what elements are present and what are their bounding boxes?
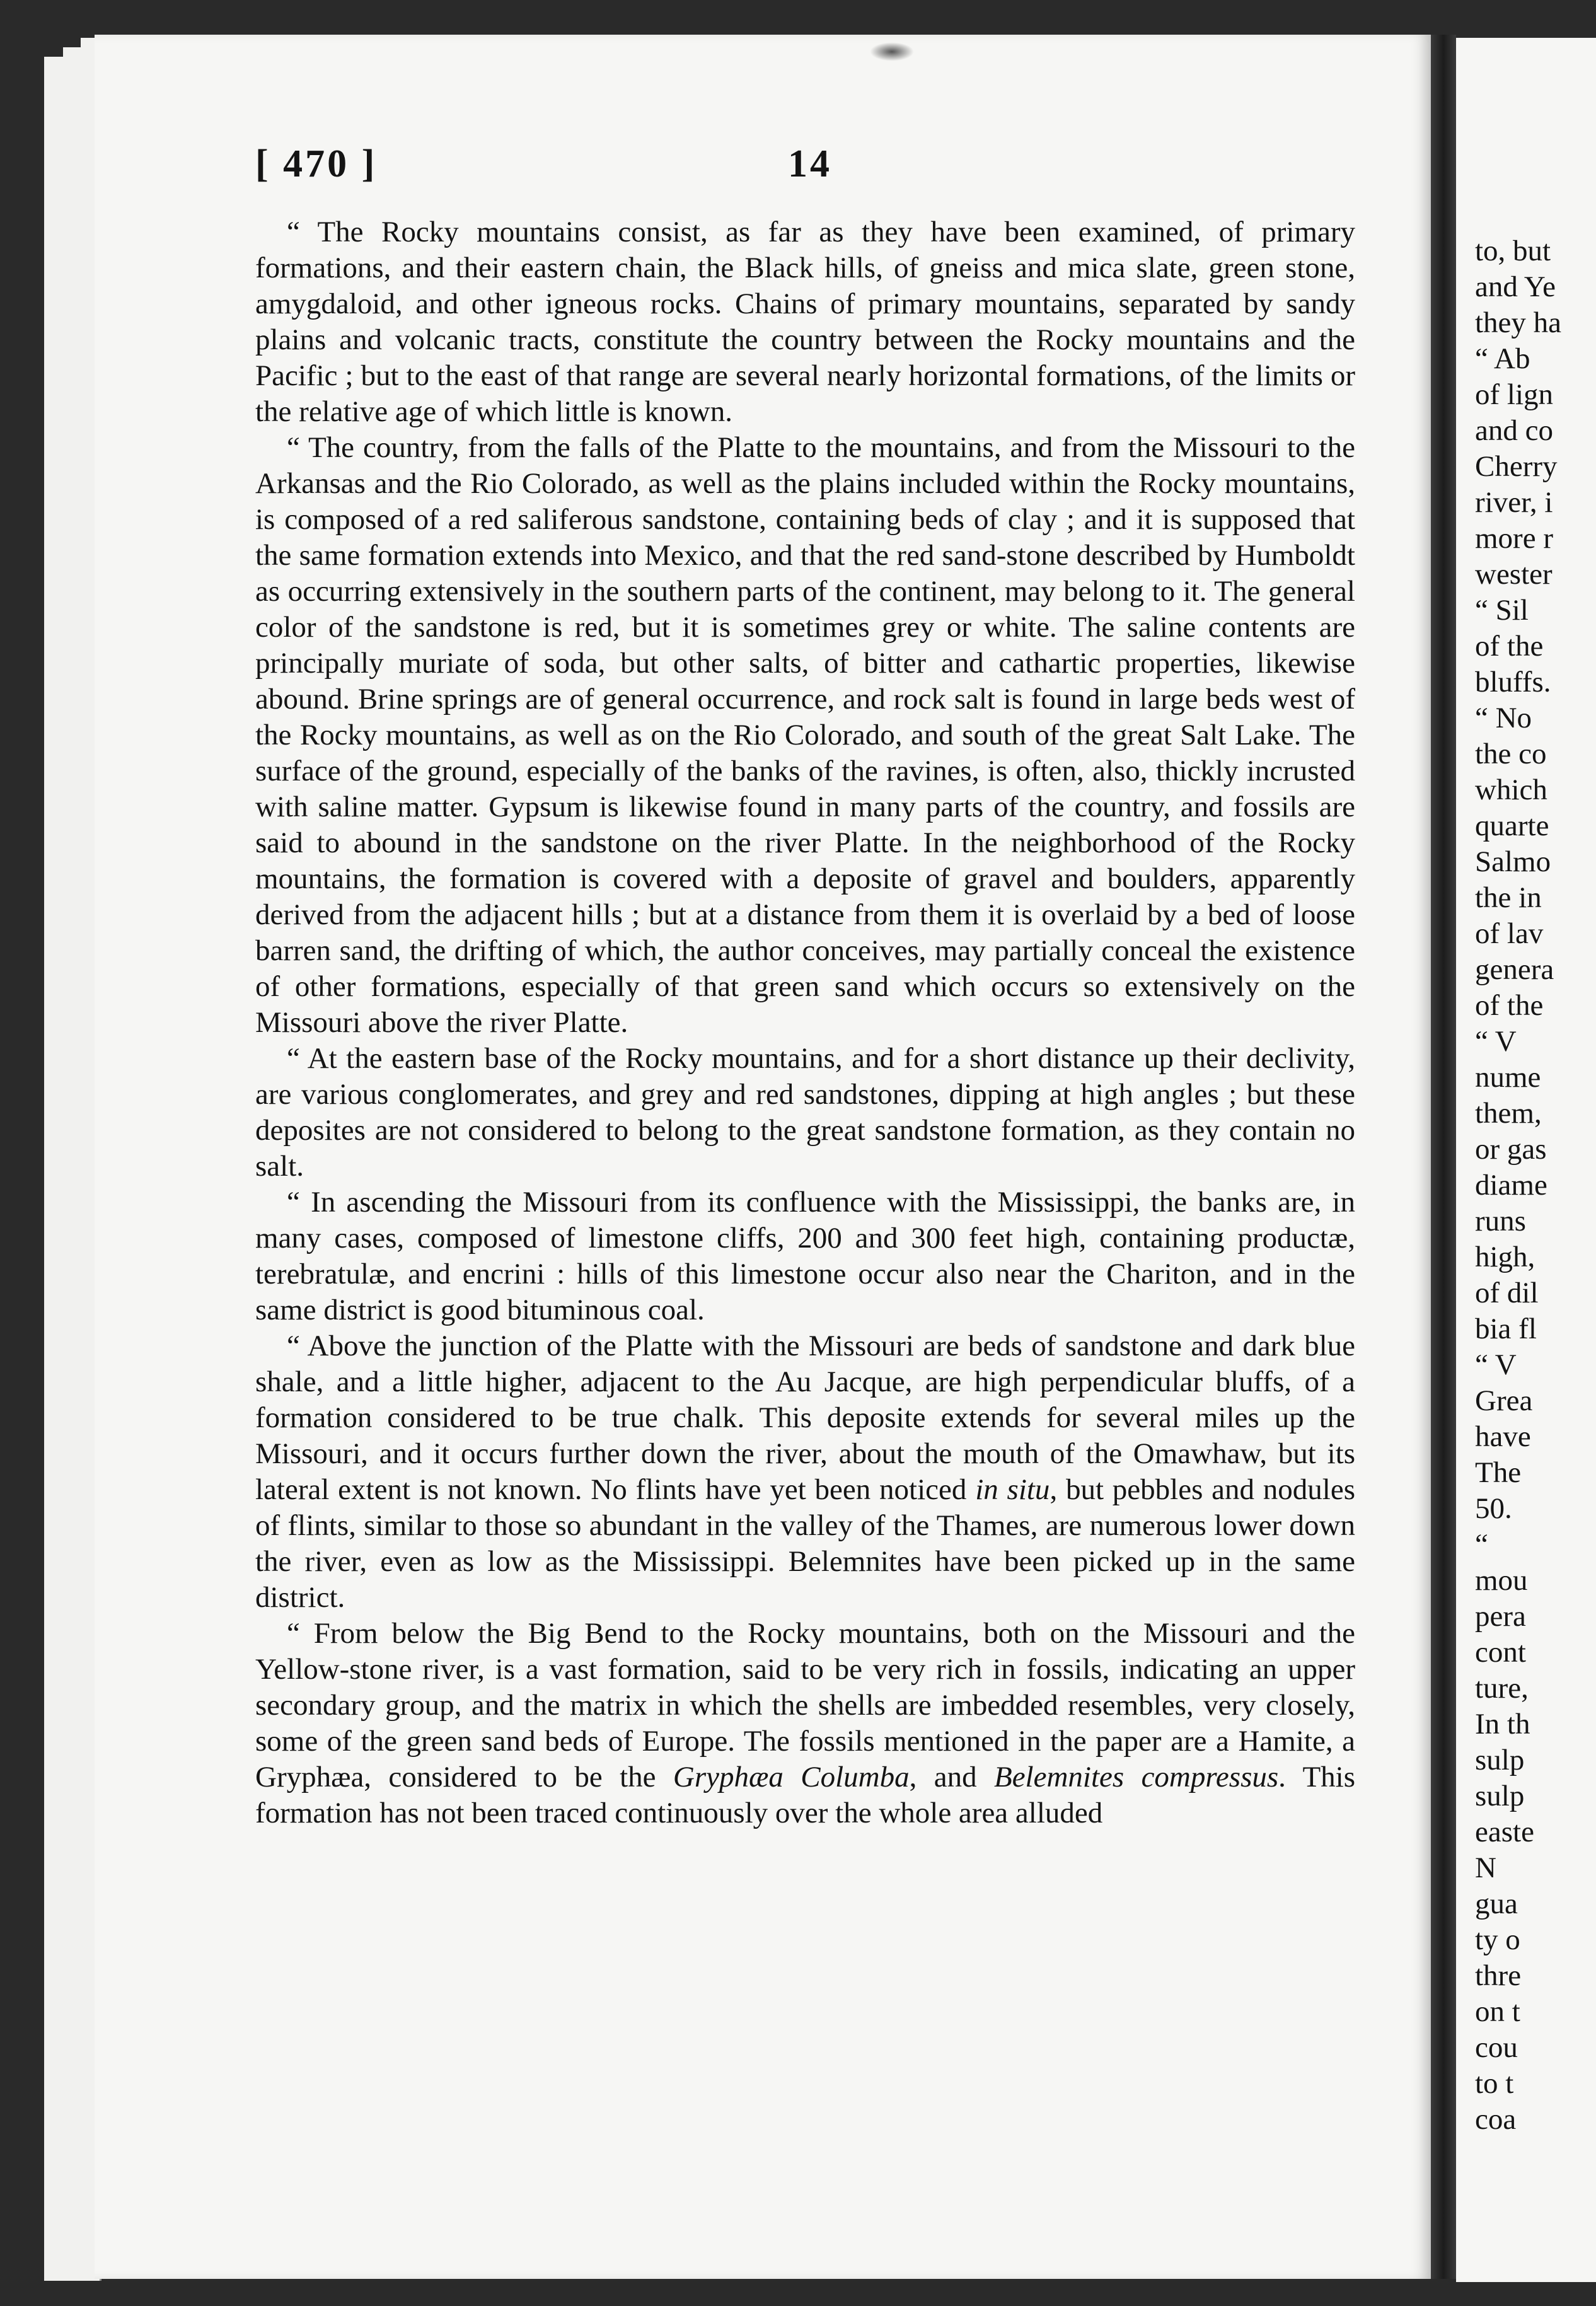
right-page-line-fragment: “ No	[1475, 702, 1532, 734]
paragraph	[255, 1041, 1355, 1185]
paragraph-text: “ At the eastern base of the Rocky mountains, and for a short distance up their declivity, are various conglomerates, and grey and red sandstones, dipping at high angles ; but these deposites are not considered to belong to the great sandstone formation, as they contain no salt.	[255, 1042, 1355, 1183]
right-page-line-fragment: ty o	[1475, 1923, 1520, 1956]
right-page-line-fragment: of dil	[1475, 1277, 1539, 1309]
paragraph	[255, 214, 1355, 430]
right-page-line-fragment: 50.	[1475, 1492, 1512, 1525]
italic-species-name: Gryphæa Columba	[673, 1761, 910, 1793]
right-page-line-fragment: genera	[1475, 953, 1554, 986]
right-page-line-fragment: N	[1475, 1851, 1496, 1884]
right-page-line-fragment: bia fl	[1475, 1312, 1537, 1345]
right-page-line-fragment: to, but	[1475, 235, 1551, 267]
paragraph-text: “ The Rocky mountains consist, as far as they have been examined, of primary formations, and their eastern chain, the Black hills, of gneiss and mica slate, green stone, amygdaloid, and other igneous rocks. Chains of primary mountains, separated by sandy plains and volcanic tracts, constitute the country between the Rocky mountains and the Pacific ; but to the east of that range are several nearly horizontal formations, of the limits or the relative age of which little is known.	[255, 216, 1355, 428]
right-page-line-fragment: mou	[1475, 1564, 1528, 1597]
right-page-line-fragment: Cherry	[1475, 450, 1558, 483]
right-page-line-fragment: or gas	[1475, 1133, 1547, 1166]
document-page-reference: [ 470 ]	[255, 142, 378, 185]
paragraph-text: “ Above the junction of the Platte with the Missouri are beds of sandstone and dark blue shale, and a little higher, adjacent to the Au Jacque, are high perpendicular bluffs, of a formation considered to be true chalk. This deposite extends for several miles up the Missouri, and it occurs further down the river, about the mouth of the Omawhaw, but its lateral extent is not known.	[255, 1330, 1355, 1506]
right-page-line-fragment: easte	[1475, 1816, 1534, 1848]
right-page-line-fragment: of the	[1475, 989, 1544, 1022]
paragraph	[255, 1185, 1355, 1328]
page-number: 14	[788, 142, 832, 185]
right-page-line-fragment: river, i	[1475, 486, 1553, 519]
right-page-line-fragment: coa	[1475, 2103, 1517, 2136]
right-page-line-fragment: In th	[1475, 1708, 1530, 1741]
italic-species-name: Belemnites compressus	[993, 1761, 1279, 1793]
right-page-line-fragment: “ Sil	[1475, 594, 1529, 627]
paragraph-text: , but pebbles and nodules of flints, similar to those so abundant in the valley of the Thames, are numerous lower down the river, even as low as the Mississippi. Belemnites have been picked up in the same district.	[255, 1473, 1355, 1614]
right-page-line-fragment: nume	[1475, 1061, 1541, 1094]
right-page-line-fragment: ture,	[1475, 1672, 1529, 1705]
right-page-line-fragment: cou	[1475, 2031, 1518, 2064]
book-gutter	[1431, 35, 1456, 2279]
right-page-line-fragment: wester	[1475, 558, 1553, 591]
right-page-line-fragment: which	[1475, 773, 1547, 806]
right-page-line-fragment: bluffs.	[1475, 666, 1551, 698]
right-page-line-fragment: Salmo	[1475, 845, 1551, 878]
paragraph-text: , and	[909, 1761, 994, 1793]
right-page-line-fragment: “	[1475, 1528, 1488, 1561]
right-page-line-fragment: to t	[1475, 2067, 1514, 2100]
page-header	[255, 142, 1453, 211]
right-page-line-fragment: The	[1475, 1456, 1522, 1489]
paragraph-text: . This formation has not been traced continuously over the whole area alluded	[255, 1761, 1355, 1829]
right-page-line-fragment: thre	[1475, 1959, 1522, 1992]
right-page-line-fragment: “ V	[1475, 1025, 1517, 1058]
right-page-line-fragment: of lign	[1475, 378, 1554, 411]
right-page-line-fragment: Grea	[1475, 1384, 1533, 1417]
paragraph	[255, 1616, 1355, 1831]
right-page-line-fragment: the in	[1475, 881, 1542, 914]
right-page-line-fragment: runs	[1475, 1205, 1526, 1237]
right-page-line-fragment: diame	[1475, 1169, 1547, 1202]
right-page-line-fragment: have	[1475, 1420, 1531, 1453]
right-page-line-fragment: of lav	[1475, 917, 1544, 950]
right-page-line-fragment: gua	[1475, 1887, 1518, 1920]
right-page-line-fragment: “ V	[1475, 1348, 1517, 1381]
ink-smudge	[870, 42, 914, 61]
right-page-line-fragment: sulp	[1475, 1780, 1525, 1812]
paragraph-text: “ The country, from the falls of the Platte to the mountains, and from the Missouri to the Arkansas and the Rio Colorado, as well as the plains included within the Rocky mountains, is composed of a red saliferous sandstone, containing beds of clay ; and it is supposed that the same formation extends into Mexico, and that the red sand-stone described by Humboldt as occurring extensively in the southern parts of the continent, may belong to it. The general color of the sandstone is red, but it is sometimes grey or white. The saline contents are principally muriate of soda, but other salts, of bitter and cathartic properties, likewise abound. Brine springs are of general occurrence, and rock salt is found in large beds west of the Rocky mountains, as well as on the Rio Colorado, and south of the great Salt Lake. The surface of the ground, especially of the banks of the ravines, is often, also, thickly incrusted with saline matter. Gypsum is likewise found in many parts of the country, and fossils are said to abound in the sandstone on the river Platte. In the neighborhood of the Rocky mountains, the formation is covered with a deposite of gravel and boulders, apparently derived from the adjacent hills ; but at a distance from them it is overlaid by a bed of loose barren sand, the drifting of which, the author conceives, may partially conceal the existence of other formations, especially of that green sand which occurs so extensively on the Missouri above the river Platte.	[255, 431, 1355, 1039]
right-page-line-fragment: quarte	[1475, 809, 1549, 842]
right-page-line-fragment: pera	[1475, 1600, 1526, 1633]
right-page-line-fragment: sulp	[1475, 1744, 1525, 1776]
right-page-line-fragment: them,	[1475, 1097, 1542, 1130]
paragraph	[255, 430, 1355, 1041]
right-page-line-fragment: more r	[1475, 522, 1553, 555]
right-page-fragment	[1456, 38, 1596, 2282]
right-page-text	[1475, 233, 1596, 2138]
right-page-line-fragment: cont	[1475, 1636, 1526, 1669]
paragraph-text: “ From below the Big Bend to the Rocky mountains, both on the Missouri and the Yellow-stone river, is a vast formation, said to be very rich in fossils, indicating an upper secondary group, and the matrix in which the shells are imbedded resembles, very closely, some of the green sand beds of Europe. The fossils mentioned in the paper are a Hamite, a Gryphæa, considered to be the	[255, 1617, 1355, 1793]
paragraph-text: “ In ascending the Missouri from its confluence with the Mississippi, the banks are, in many cases, composed of limestone cliffs, 200 and 300 feet high, containing productæ, terebratulæ, and encrini : hills of this limestone occur also near the Chariton, and in the same district is good bituminous coal.	[255, 1186, 1355, 1326]
right-page-line-fragment: of the	[1475, 630, 1544, 663]
paragraph	[255, 1328, 1355, 1616]
italic-term: in situ	[975, 1473, 1050, 1506]
right-page-line-fragment: the co	[1475, 738, 1547, 770]
right-page-line-fragment: high,	[1475, 1241, 1535, 1273]
right-page-line-fragment: they ha	[1475, 306, 1562, 339]
right-page-line-fragment: and co	[1475, 414, 1553, 447]
right-page-line-fragment: on t	[1475, 1995, 1520, 2028]
right-page-line-fragment: and Ye	[1475, 270, 1556, 303]
paragraph-text: No flints have yet been noticed	[582, 1473, 976, 1506]
body-text	[255, 214, 1355, 1831]
right-page-line-fragment: “ Ab	[1475, 342, 1530, 375]
